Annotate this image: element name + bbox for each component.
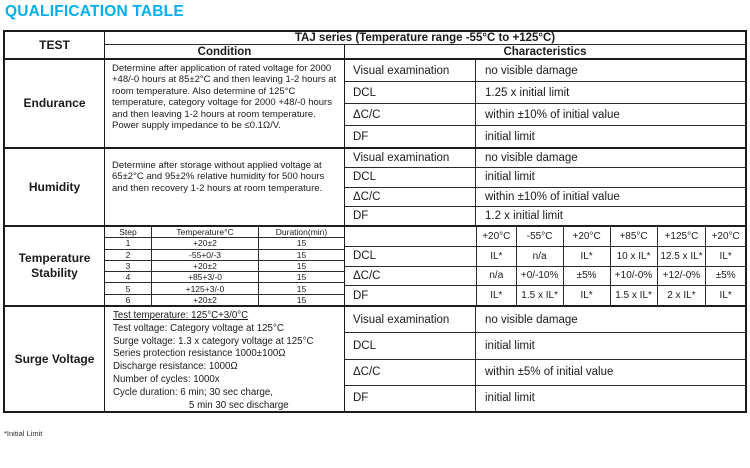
condition-cell [105,307,345,411]
characteristic-label: ΔC/C [345,360,476,385]
subheader-row [105,45,745,58]
condition-cell [105,227,345,305]
condition-cell [105,149,345,225]
matrix-value: IL* [705,286,745,305]
characteristic-row [345,60,745,81]
step-temperature: -55+0/-3 [151,250,258,260]
humidity-section [5,147,745,225]
qualification-table [3,30,747,413]
step-duration: 15 [258,283,344,293]
characteristic-value: within ±10% of initial value [485,190,620,203]
matrix-value: 12.5 x IL* [657,247,706,266]
step-temperature: +125+3/-0 [151,283,258,293]
step-table-row [105,294,344,305]
characteristic-value: 1.25 x initial limit [485,86,570,99]
step-number: 5 [125,283,131,294]
characteristics-header: Characteristics [503,45,587,58]
step-temperature: +20±2 [151,238,258,248]
characteristic-label: DF [353,289,369,302]
matrix-row [345,266,745,286]
characteristic-row [345,167,745,186]
temperature-header: Temperature°C [151,227,258,237]
matrix-value: IL* [476,286,516,305]
step-duration: 15 [258,272,344,282]
condition-line: Cycle duration: 6 min; 30 sec charge, [113,386,273,398]
matrix-value: +10/-0% [610,267,657,286]
characteristic-label: DCL [345,82,476,103]
temp-column-label: +20°C [705,227,745,246]
characteristic-value: no visible damage [485,152,578,165]
characteristic-row [345,206,745,225]
page-title: QUALIFICATION TABLE [5,3,184,20]
test-name-label: Endurance [23,96,86,110]
condition-cell [105,60,345,147]
characteristic-value: initial limit [485,130,535,143]
matrix-value: 1.5 x IL* [610,286,657,305]
characteristic-row [345,81,745,103]
temperature-columns-header [345,227,745,246]
condition-text: Determine after application of rated voltage for 2000 +48/-0 hours at 85±2°C and then leaving 1-2 hours at room temperature. Also determine of 125°C temperature, category voltage for 2000 +48/-0 hours and then leaving 1-2 hours at room temperature. Power supply impedance to be ≤0.1Ω/V. [112,63,337,132]
characteristic-label: ΔC/C [345,188,476,206]
test-column-header: TEST [5,32,105,58]
characteristic-value: initial limit [485,392,535,405]
temp-column-label: +125°C [657,227,706,246]
characteristic-row [345,307,745,332]
characteristic-label: Visual examination [345,307,476,332]
matrix-value: +0/-10% [516,267,563,286]
series-header: TAJ series (Temperature range -55°C to +125°C) [105,32,745,45]
matrix-value: IL* [705,247,745,266]
step-table-header [105,227,344,237]
step-table-row [105,260,344,271]
temp-column-label: +85°C [610,227,657,246]
footnote: *Initial Limit [4,429,43,438]
matrix-value: IL* [476,247,516,266]
condition-line: Test temperature: 125°C+3/0°C [113,310,249,321]
step-duration: 15 [258,261,344,271]
characteristic-row [345,332,745,358]
matrix-value: IL* [563,286,610,305]
condition-line: Series protection resistance 1000±100Ω [113,348,286,360]
characteristic-label: DF [345,126,476,147]
characteristic-label: Visual examination [345,149,476,167]
test-name [5,307,105,411]
step-number: 4 [125,272,131,283]
step-duration: 15 [258,295,344,305]
step-temperature: +20±2 [151,261,258,271]
characteristic-value: no visible damage [485,64,578,77]
characteristic-row [345,103,745,125]
test-name [5,60,105,147]
characteristic-row [345,385,745,411]
characteristic-value: no visible damage [485,313,578,326]
matrix-value: n/a [516,247,563,266]
step-table-row [105,282,344,293]
characteristic-row [345,359,745,385]
characteristics-cell [345,307,745,411]
condition-line: Test voltage: Category voltage at 125°C [113,322,284,334]
temp-column-label: +20°C [563,227,610,246]
step-duration: 15 [258,238,344,248]
duration-header: Duration(min) [258,227,344,237]
characteristic-label: DF [345,386,476,411]
characteristic-value: initial limit [485,171,535,184]
characteristic-label: DCL [353,250,377,263]
temp-column-label: -55°C [516,227,563,246]
condition-line: Discharge resistance: 1000Ω [113,361,238,373]
matrix-value: +12/-0% [657,267,706,286]
characteristic-label: ΔC/C [345,104,476,125]
matrix-value: IL* [563,247,610,266]
characteristic-row [345,187,745,206]
surge-voltage-section [5,305,745,411]
condition-text: Determine after storage without applied voltage at 65±2°C and 95±2% relative humidity for 500 hours and then recovery 1-2 hours at room temperature. [112,160,325,194]
matrix-value: ±5% [705,267,745,286]
step-number: 2 [125,249,131,260]
step-temperature: +20±2 [151,295,258,305]
condition-header: Condition [105,45,345,58]
characteristics-cell [345,60,745,147]
condition-line: Number of cycles: 1000x [113,373,220,385]
characteristic-value: 1.2 x initial limit [485,209,563,222]
characteristic-label: DF [345,207,476,225]
matrix-value: n/a [476,267,516,286]
condition-line: 5 min 30 sec discharge [189,399,289,411]
matrix-row [345,285,745,305]
condition-line: Surge voltage: 1.3 x category voltage at 125°C [113,335,314,347]
table-header-row [5,32,745,58]
step-number: 1 [125,238,131,249]
endurance-section [5,58,745,147]
matrix-value: 2 x IL* [657,286,706,305]
test-name-label: Humidity [28,179,81,194]
test-name-label: Temperature Stability [18,251,91,280]
step-table-row [105,249,344,260]
characteristic-value: within ±5% of initial value [485,366,614,379]
test-name [5,149,105,225]
test-name [5,227,105,305]
matrix-value: 1.5 x IL* [516,286,563,305]
condition-text [105,307,344,412]
step-duration: 15 [258,250,344,260]
step-table-row [105,237,344,248]
step-table-row [105,271,344,282]
characteristic-row [345,149,745,167]
matrix-row [345,246,745,266]
matrix-value: ±5% [563,267,610,286]
characteristics-cell [345,227,745,305]
step-number: 3 [125,260,131,271]
characteristic-label: DCL [345,333,476,358]
characteristic-value: within ±10% of initial value [485,108,620,121]
characteristic-label: DCL [345,168,476,186]
characteristic-value: initial limit [485,339,535,352]
characteristic-label: ΔC/C [353,269,381,282]
step-header: Step [119,227,137,238]
step-number: 6 [125,294,131,305]
header-right [105,32,745,58]
test-name-label: Surge Voltage [14,351,95,366]
matrix-value: 10 x IL* [610,247,657,266]
empty-corner-cell [345,227,476,246]
temperature-stability-section [5,225,745,305]
step-temperature: +85+3/-0 [151,272,258,282]
characteristics-cell [345,149,745,225]
characteristic-row [345,125,745,147]
characteristic-label: Visual examination [345,60,476,81]
temp-column-label: +20°C [476,227,516,246]
step-table [105,227,344,305]
